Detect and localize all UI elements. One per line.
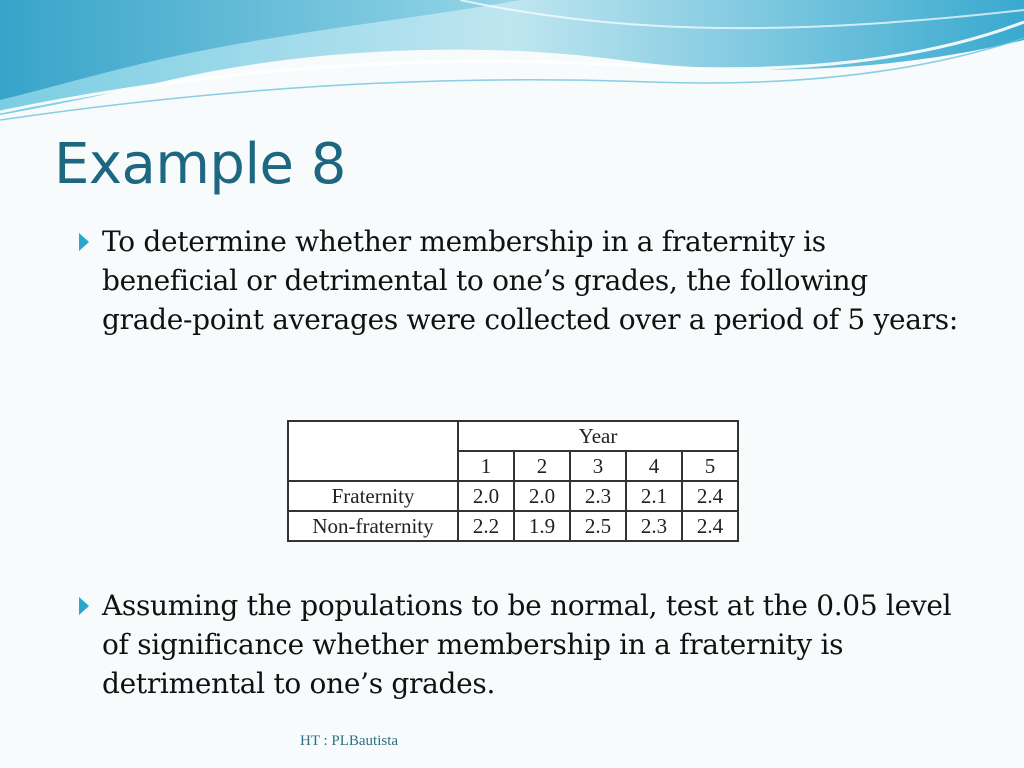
triangle-right-icon bbox=[78, 586, 102, 620]
footer-credit: HT : PLBautista bbox=[300, 733, 399, 749]
bullet-item-1 bbox=[78, 222, 958, 339]
row-label-non-fraternity: Non-fraternity bbox=[288, 511, 458, 541]
year-header-cell: 5 bbox=[682, 451, 738, 481]
table-row bbox=[288, 481, 738, 511]
table-cell: 2.3 bbox=[570, 481, 626, 511]
table-row bbox=[288, 511, 738, 541]
table-cell: 2.4 bbox=[682, 481, 738, 511]
year-header-cell: 1 bbox=[458, 451, 514, 481]
bullet-item-2 bbox=[78, 586, 958, 703]
gpa-table bbox=[287, 420, 739, 542]
table-cell: 2.0 bbox=[458, 481, 514, 511]
table-header-row bbox=[288, 421, 738, 451]
table-cell: 1.9 bbox=[514, 511, 570, 541]
bullet-text-1: To determine whether membership in a fraternity is beneficial or detrimental to one’s grades, the following grade-point averages were collected over a period of 5 years: bbox=[102, 225, 958, 336]
table-cell: 2.0 bbox=[514, 481, 570, 511]
table-cell: 2.3 bbox=[626, 511, 682, 541]
year-group-header: Year bbox=[458, 421, 738, 451]
bullet-text-2: Assuming the populations to be normal, test at the 0.05 level of significance whether membership in a fraternity is detrimental to one’s grades. bbox=[102, 589, 952, 700]
table-cell: 2.1 bbox=[626, 481, 682, 511]
table-cell: 2.5 bbox=[570, 511, 626, 541]
table-corner-cell bbox=[288, 421, 458, 481]
gpa-table-container bbox=[287, 420, 739, 542]
header-wave-decoration bbox=[0, 0, 1024, 130]
row-label-fraternity: Fraternity bbox=[288, 481, 458, 511]
table-cell: 2.4 bbox=[682, 511, 738, 541]
year-header-cell: 2 bbox=[514, 451, 570, 481]
slide-title: Example 8 bbox=[54, 132, 346, 197]
triangle-right-icon bbox=[78, 222, 102, 256]
year-header-cell: 3 bbox=[570, 451, 626, 481]
year-header-cell: 4 bbox=[626, 451, 682, 481]
table-cell: 2.2 bbox=[458, 511, 514, 541]
